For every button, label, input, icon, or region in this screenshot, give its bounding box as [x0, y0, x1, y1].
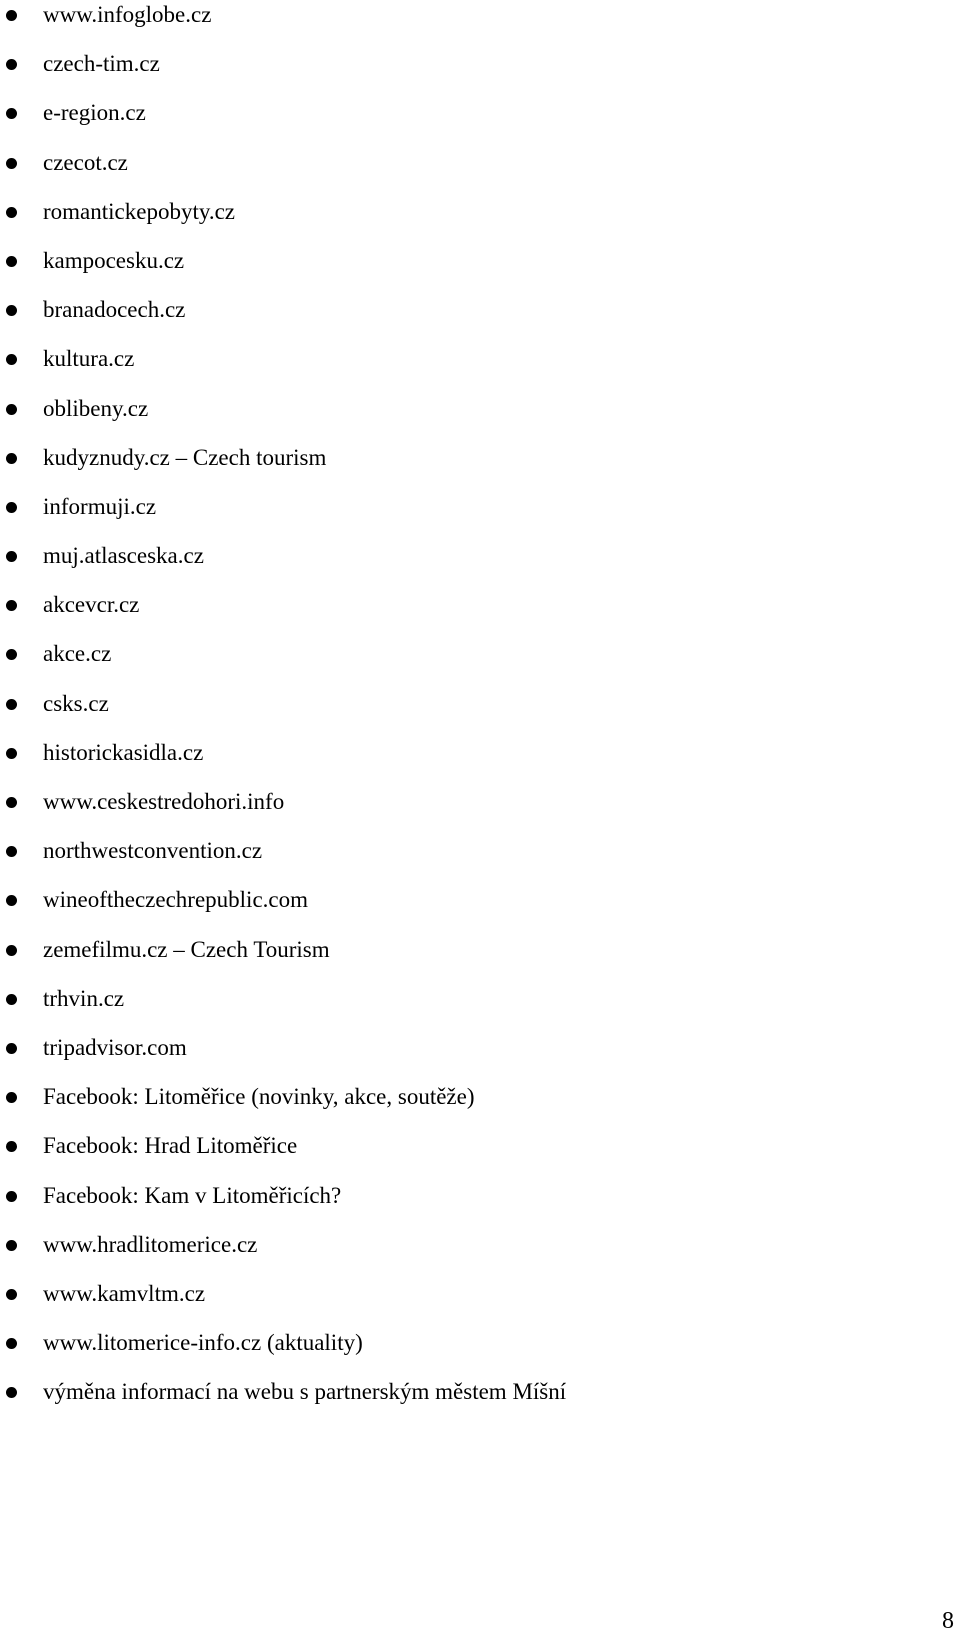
bullet-icon [6, 404, 17, 415]
bullet-icon [6, 846, 17, 857]
bullet-icon [6, 600, 17, 611]
list-item-text: www.ceskestredohori.info [43, 789, 285, 814]
list-item-text: www.litomerice-info.cz (aktuality) [43, 1330, 363, 1356]
list-item-text: Facebook: Kam v Litoměřicích? [43, 1182, 342, 1208]
bullet-icon [6, 797, 17, 808]
list-item-text: tripadvisor.com [43, 1034, 187, 1060]
list-item-text: www.hradlitomerice.cz [43, 1231, 258, 1257]
list-item-text: trhvin.cz [43, 985, 125, 1011]
bullet-icon [6, 1338, 17, 1349]
bullet-icon [6, 994, 17, 1005]
bullet-icon [6, 699, 17, 710]
bullet-icon [6, 158, 17, 169]
list-item-text: kudyznudy.cz – Czech tourism [43, 444, 327, 470]
bullet-icon [6, 453, 17, 464]
list-item-text: informuji.cz [43, 493, 157, 519]
page-number: 8 [942, 1608, 954, 1634]
list-item-text: www.kamvltm.cz [43, 1280, 206, 1306]
bullet-icon [6, 502, 17, 513]
list-item-text: romantickepobyty.cz [43, 198, 236, 224]
list-item-text: oblibeny.cz [43, 395, 149, 421]
bullet-icon [6, 59, 17, 70]
bullet-icon [6, 1289, 17, 1300]
list-item-text: Facebook: Hrad Litoměřice [43, 1133, 298, 1159]
list-item-text: northwestconvention.cz [43, 838, 263, 864]
list-item-text: kampocesku.cz [43, 247, 185, 273]
bullet-icon [6, 1092, 17, 1103]
list-item-text: kultura.cz [43, 346, 135, 372]
list-item-text: branadocech.cz [43, 297, 186, 323]
bullet-icon [6, 1043, 17, 1054]
bullet-icon [6, 256, 17, 267]
bullet-icon [6, 1191, 17, 1202]
bullet-icon [6, 945, 17, 956]
bullet-icon [6, 305, 17, 316]
bullet-icon [6, 748, 17, 759]
bullet-icon [6, 1240, 17, 1251]
list-item-text: czech-tim.cz [43, 51, 160, 77]
list-item-text: zemefilmu.cz – Czech Tourism [43, 936, 330, 962]
bullet-icon [6, 895, 17, 906]
list-item-text: www.infoglobe.cz [43, 2, 212, 27]
bullet-icon [6, 649, 17, 660]
bullet-icon [6, 10, 17, 21]
list-item-text: akce.cz [43, 641, 112, 667]
list-item-text: csks.cz [43, 690, 109, 716]
bullet-icon [6, 207, 17, 218]
bullet-icon [6, 108, 17, 119]
list-item-text: czecot.cz [43, 149, 128, 175]
list-item-text: e-region.cz [43, 100, 146, 126]
bullet-icon [6, 551, 17, 562]
bullet-icon [6, 1141, 17, 1152]
list-item-text: výměna informací na webu s partnerským městem Míšní [43, 1379, 567, 1405]
list-item-text: wineoftheczechrepublic.com [43, 887, 309, 913]
list-item-text: historickasidla.cz [43, 739, 204, 765]
list-item-text: Facebook: Litoměřice (novinky, akce, soutěže) [43, 1084, 475, 1110]
bullet-icon [6, 1387, 17, 1398]
list-item-text: akcevcr.cz [43, 592, 140, 618]
list-item-text: muj.atlasceska.cz [43, 543, 204, 569]
bullet-icon [6, 354, 17, 365]
